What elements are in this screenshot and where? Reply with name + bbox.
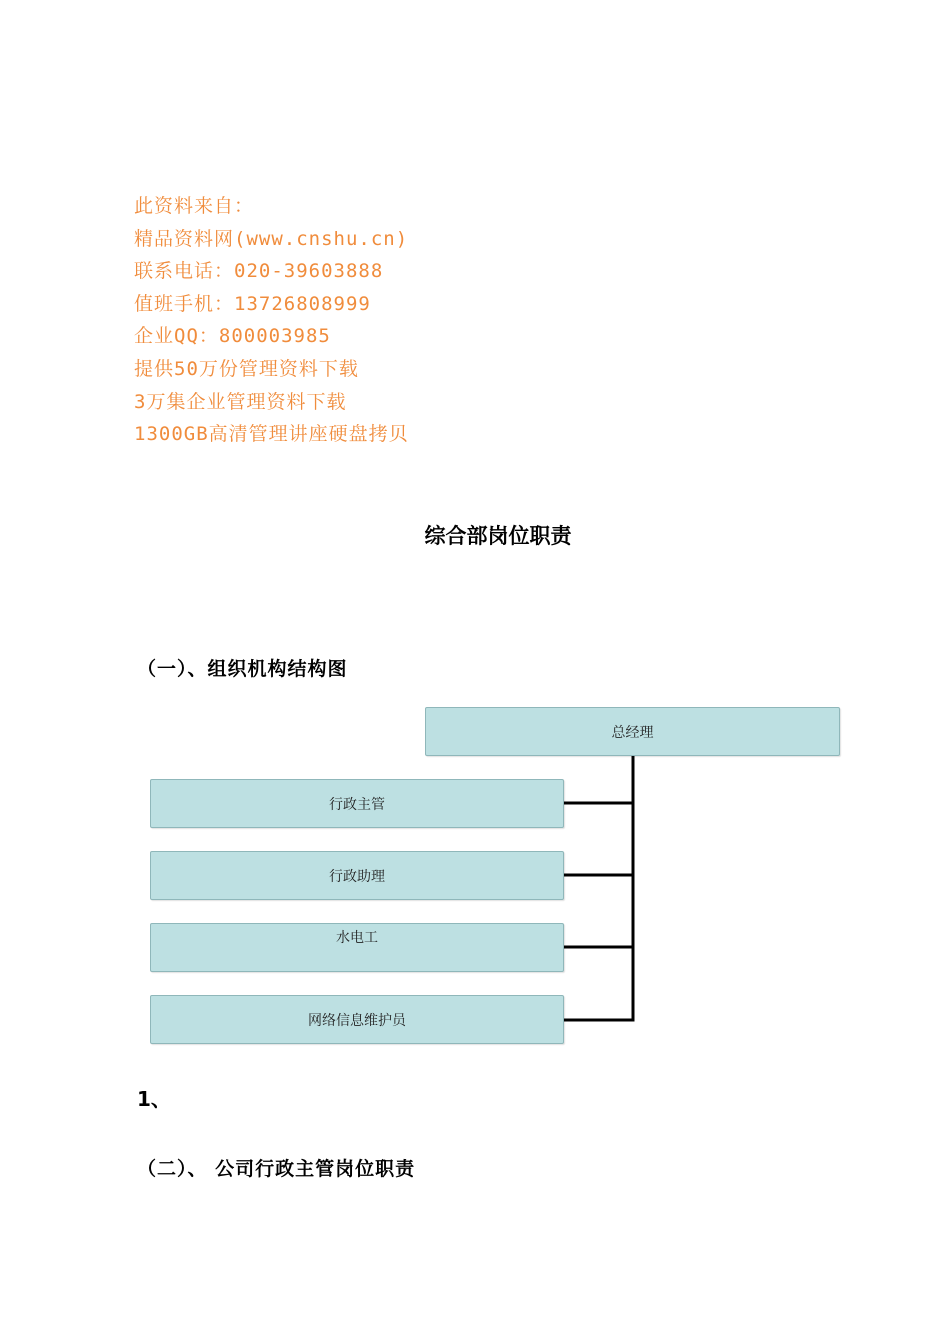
org-node-admin-supervisor xyxy=(150,779,564,828)
promo-line: 3万集企业管理资料下载 xyxy=(134,390,347,413)
org-node-admin-assistant xyxy=(150,851,564,900)
promo-line: 值班手机：13726808999 xyxy=(134,292,371,315)
promo-line: 精品资料网(www.cnshu.cn) xyxy=(134,227,409,250)
org-node-label: 总经理 xyxy=(611,724,654,741)
org-node-electrician xyxy=(150,923,564,972)
numbered-item: 1、 xyxy=(137,1087,171,1111)
promo-line: 联系电话：020-39603888 xyxy=(134,260,384,283)
org-node-label: 网络信息维护员 xyxy=(308,1012,406,1029)
org-node-label: 行政助理 xyxy=(329,868,385,885)
promo-line: 提供50万份管理资料下载 xyxy=(134,357,359,380)
promo-line: 此资料来自： xyxy=(134,195,255,217)
org-node-label: 水电工 xyxy=(336,930,378,946)
promo-block xyxy=(134,190,409,451)
document-title: 综合部岗位职责 xyxy=(424,524,572,548)
promo-line: 1300GB高清管理讲座硬盘拷贝 xyxy=(134,423,409,446)
org-node-label: 行政主管 xyxy=(329,796,385,813)
promo-line: 企业QQ：800003985 xyxy=(134,325,331,348)
section-heading-org-chart: （一）、组织机构结构图 xyxy=(137,658,348,680)
org-node-network-maintainer xyxy=(150,995,564,1044)
org-node-general-manager xyxy=(425,707,840,756)
section-heading-admin-supervisor-duties: （二）、 公司行政主管岗位职责 xyxy=(137,1158,416,1180)
